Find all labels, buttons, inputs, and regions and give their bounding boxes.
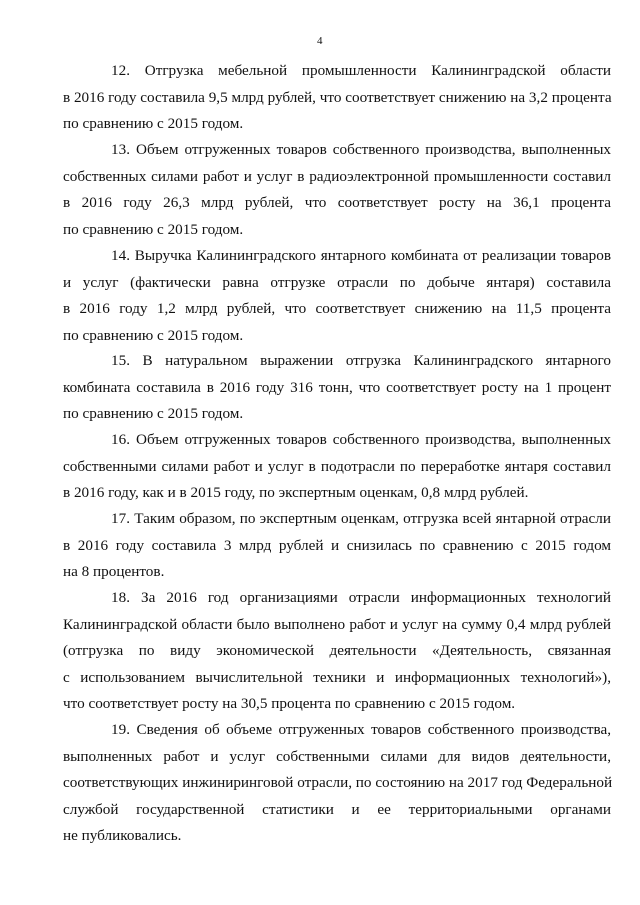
paragraph-line: по сравнению с 2015 годом. <box>63 115 244 132</box>
paragraph-line: на 8 процентов. <box>63 563 165 580</box>
paragraph-12 <box>63 58 611 138</box>
paragraph-line: 15. В натуральном выражении отгрузка Калининградского янтарного <box>111 352 611 369</box>
paragraph-line: в 2016 году составила 3 млрд рублей и снизилась по сравнению с 2015 годом <box>63 536 611 554</box>
paragraph-line: и услуг (фактически равна отгрузке отрасли по добыче янтаря) составила <box>63 273 611 291</box>
paragraph-line: в 2016 году, как и в 2015 году, по экспертным оценкам, 0,8 млрд рублей. <box>63 484 529 501</box>
paragraph-line: не публиковались. <box>63 827 182 844</box>
paragraph-line: собственными силами работ и услуг в подотрасли по переработке янтаря составил <box>63 457 611 475</box>
paragraph-line: 14. Выручка Калининградского янтарного комбината от реализации товаров <box>111 247 611 264</box>
paragraph-line: (отгрузка по виду экономической деятельности «Деятельность, связанная <box>63 642 611 659</box>
paragraph-line: 17. Таким образом, по экспертным оценкам, отгрузка всей янтарной отрасли <box>111 510 611 527</box>
paragraph-line: в 2016 году 26,3 млрд рублей, что соответствует росту на 36,1 процента <box>63 194 611 211</box>
paragraph-line: 12. Отгрузка мебельной промышленности Калининградской области <box>111 62 611 79</box>
paragraph-14 <box>63 243 611 349</box>
paragraph-line: комбината составила в 2016 году 316 тонн, что соответствует росту на 1 процент <box>63 378 611 396</box>
paragraph-19 <box>63 717 611 850</box>
paragraph-line: службой государственной статистики и ее территориальными органами <box>63 800 611 818</box>
paragraph-line: по сравнению с 2015 годом. <box>63 326 244 344</box>
paragraph-line: по сравнению с 2015 годом. <box>63 405 244 422</box>
paragraph-line: собственных силами работ и услуг в радиоэлектронной промышленности составил <box>63 167 611 185</box>
paragraph-line: 16. Объем отгруженных товаров собственного производства, выполненных <box>111 431 611 448</box>
paragraph-16 <box>63 427 611 507</box>
paragraph-line: Калининградской области было выполнено работ и услуг на сумму 0,4 млрд рублей <box>63 615 611 633</box>
paragraph-13 <box>63 137 611 243</box>
paragraph-15 <box>63 348 611 428</box>
paragraph-18 <box>63 585 611 718</box>
paragraph-line: выполненных работ и услуг собственными силами для видов деятельности, <box>63 747 611 765</box>
paragraph-line: что соответствует росту на 30,5 процента по сравнению с 2015 годом. <box>63 695 516 712</box>
paragraph-line: с использованием вычислительной техники и информационных технологий»), <box>63 668 611 686</box>
paragraph-17 <box>63 506 611 586</box>
paragraph-line: соответствующих инжиниринговой отрасли, по состоянию на 2017 год Федеральной <box>63 774 613 791</box>
paragraph-line: в 2016 году составила 9,5 млрд рублей, что соответствует снижению на 3,2 процента <box>63 88 612 106</box>
page-number: 4 <box>317 35 323 47</box>
paragraph-line: по сравнению с 2015 годом. <box>63 220 244 238</box>
paragraph-line: в 2016 году 1,2 млрд рублей, что соответствует снижению на 11,5 процента <box>63 300 611 317</box>
paragraph-line: 19. Сведения об объеме отгруженных товаров собственного производства, <box>111 721 611 738</box>
paragraph-line: 13. Объем отгруженных товаров собственного производства, выполненных <box>111 141 611 158</box>
paragraph-line: 18. За 2016 год организациями отрасли информационных технологий <box>111 589 611 606</box>
